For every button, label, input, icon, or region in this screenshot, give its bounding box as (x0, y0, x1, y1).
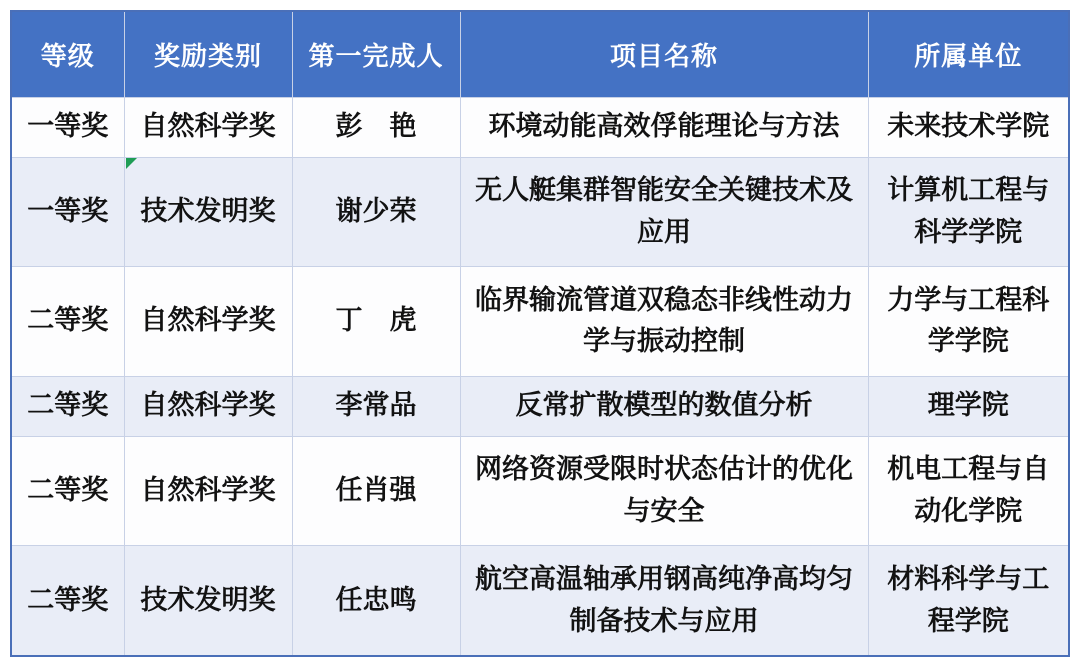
cell-person (292, 157, 460, 267)
cell-person (292, 376, 460, 436)
cell-level-text: 二等奖 (27, 475, 109, 506)
cell-level (11, 436, 124, 546)
cell-person-text: 任忠鸣 (335, 584, 417, 615)
green-corner-marker-icon (126, 158, 137, 169)
cell-category (124, 436, 292, 546)
table-row (11, 97, 1069, 157)
cell-unit-text: 未来技术学院 (887, 111, 1050, 142)
cell-category (124, 97, 292, 157)
cell-unit (868, 267, 1069, 377)
table-body (11, 97, 1069, 656)
cell-person (292, 436, 460, 546)
cell-person (292, 267, 460, 377)
cell-level-text: 一等奖 (27, 111, 109, 142)
cell-person-text: 谢少荣 (335, 195, 417, 226)
col-header-level: 等级 (11, 11, 124, 97)
table-row (11, 267, 1069, 377)
cell-unit-text: 材料科学与工程学院 (887, 563, 1050, 636)
cell-project (460, 267, 868, 377)
cell-unit-text: 力学与工程科学学院 (887, 284, 1050, 357)
cell-category-text: 自然科学奖 (140, 390, 276, 421)
cell-category-text: 自然科学奖 (140, 111, 276, 142)
cell-person (292, 97, 460, 157)
cell-person-text: 丁 虎 (335, 305, 417, 336)
cell-unit-text: 理学院 (927, 390, 1009, 421)
cell-project (460, 157, 868, 267)
header-row (11, 11, 1069, 97)
cell-category (124, 267, 292, 377)
cell-project-text: 网络资源受限时状态估计的优化与安全 (475, 454, 853, 527)
cell-level-text: 一等奖 (27, 195, 109, 226)
cell-unit (868, 376, 1069, 436)
cell-level (11, 97, 124, 157)
cell-project-text: 航空高温轴承用钢高纯净高均匀制备技术与应用 (475, 563, 853, 636)
cell-level-text: 二等奖 (27, 390, 109, 421)
cell-project-text: 临界输流管道双稳态非线性动力学与振动控制 (475, 284, 853, 357)
col-header-unit: 所属单位 (868, 11, 1069, 97)
table-row (11, 376, 1069, 436)
cell-project-text: 环境动能高效俘能理论与方法 (488, 111, 840, 142)
cell-project (460, 376, 868, 436)
cell-project-text: 反常扩散模型的数值分析 (515, 390, 813, 421)
cell-category-text: 技术发明奖 (140, 584, 276, 615)
table-row (11, 157, 1069, 267)
table-row (11, 546, 1069, 656)
cell-project-text: 无人艇集群智能安全关键技术及应用 (475, 175, 853, 247)
cell-unit-text: 机电工程与自动化学院 (887, 454, 1050, 527)
cell-unit (868, 436, 1069, 546)
cell-level (11, 546, 124, 656)
cell-unit (868, 97, 1069, 157)
cell-category (124, 157, 292, 267)
cell-level (11, 267, 124, 377)
cell-project (460, 97, 868, 157)
cell-category-text: 自然科学奖 (140, 305, 276, 336)
cell-person-text: 李常品 (335, 390, 417, 421)
table-row (11, 436, 1069, 546)
cell-category-text: 技术发明奖 (140, 195, 276, 226)
cell-level-text: 二等奖 (27, 584, 109, 615)
col-header-person: 第一完成人 (292, 11, 460, 97)
cell-unit (868, 546, 1069, 656)
cell-category (124, 546, 292, 656)
cell-project (460, 546, 868, 656)
cell-category (124, 376, 292, 436)
col-header-category: 奖励类别 (124, 11, 292, 97)
cell-level-text: 二等奖 (27, 305, 109, 336)
cell-person (292, 546, 460, 656)
cell-category-text: 自然科学奖 (140, 475, 276, 506)
col-header-project: 项目名称 (460, 11, 868, 97)
cell-level (11, 376, 124, 436)
cell-person-text: 彭 艳 (335, 111, 417, 142)
cell-unit-text: 计算机工程与科学学院 (887, 175, 1050, 247)
cell-unit (868, 157, 1069, 267)
cell-level (11, 157, 124, 267)
awards-table (10, 10, 1070, 657)
cell-person-text: 任肖强 (335, 475, 417, 506)
cell-project (460, 436, 868, 546)
